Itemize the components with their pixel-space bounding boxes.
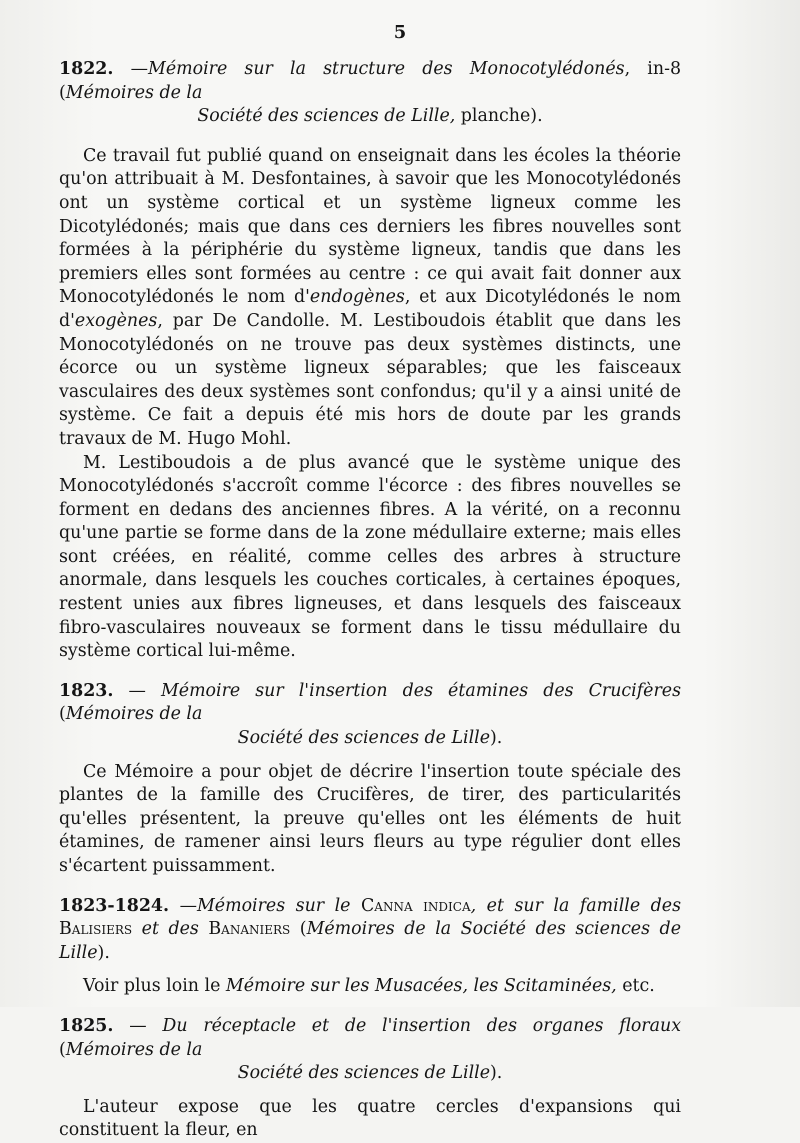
paragraph-cruciferes: Ce Mémoire a pour objet de décrire l'insertion toute spéciale des plantes de la famille des Crucifères, de tirer, des particularités qu'elles présentent, la preuve qu'elles ont les éléments de huit étamines, de ramener ainsi leurs fleurs au type régulier dont elles s'écartent puissamment.	[59, 761, 681, 876]
paragraph-receptacle: L'auteur expose que les quatre cercles d'expansions qui constituent la fleur, en	[59, 1096, 681, 1141]
entry-journal: Mémoires de la	[65, 704, 203, 725]
page-number: 5	[393, 22, 407, 43]
entry-year: 1822.	[59, 59, 114, 79]
paragraph-growth: M. Lestiboudois a de plus avancé que le système unique des Monocotylédonés s'accroît comme l'écorce : des fibres nouvelles se forment en dedans des anciennes fibres. A la vérité, on a reconnu qu'une partie se forme dans de la zone médullaire externe; mais elles sont créées, en réalité, comme celles des arbres à structure anormale, dans lesquels les couches corticales, à certaines époques, restent unies aux fibres ligneuses, et dans lesquels des faisceaux fibro-vasculaires nouveaux se forment dans le tissu médullaire du système cortical lui-même.	[59, 452, 681, 662]
entry-title: Mémoire sur la structure des Monocotylédonés	[148, 59, 625, 79]
entry-heading-1823-1824: 1823-1824. —Mémoires sur le Canna indica, et sur la famille des Balisiers et des Bananiers (Mémoires de la Société des sciences de Lille).	[59, 895, 681, 963]
entry-year: 1823-1824.	[59, 895, 170, 916]
entry-heading-1822: 1822. —Mémoire sur la structure des Monocotylédonés, in-8 (Mémoires de la Société des sciences de Lille, planche).	[59, 59, 682, 127]
paragraph-see-also: Voir plus loin le Mémoire sur les Musacées, les Scitaminées, etc.	[83, 976, 655, 997]
entry-heading-1823: 1823. — Mémoire sur l'insertion des étamines des Crucifères (Mémoires de la Société des sciences de Lille).	[59, 680, 681, 749]
entry-year: 1825.	[59, 1015, 114, 1036]
entry-journal: Mémoires de la	[65, 1039, 203, 1060]
paragraph-monocot-structure: Ce travail fut publié quand on enseignait dans les écoles la théorie qu'on attribuait à M. Desfontaines, à savoir que les Monocotylédonés ont un système cortical et un système ligneux comme les Dicotylédonés; mais que dans ces derniers les fibres nouvelles sont formées à la périphérie du système ligneux, tandis que dans les premiers elles sont formées au centre : ce qui avait fait donner aux Monocotylédonés le nom d'endogènes, et aux Dicotylédonés le nom d'exogènes, par De Candolle. M. Lestiboudois établit que dans les Monocotylédonés on ne trouve pas deux systèmes distincts, une écorce ou un système ligneux séparables; que les faisceaux vasculaires des deux systèmes sont confondus; qu'il y a ainsi unité de système. Ce fait a depuis été mis hors de doute par les grands travaux de M. Hugo Mohl.	[59, 145, 681, 449]
entry-title: Mémoire sur l'insertion des étamines des Crucifères	[160, 680, 681, 701]
page-content	[59, 58, 681, 1143]
entry-title: Du réceptacle et de l'insertion des organes floraux	[162, 1015, 681, 1036]
entry-journal: Mémoires de la	[65, 82, 203, 103]
entry-heading-1825: 1825. — Du réceptacle et de l'insertion des organes floraux (Mémoires de la Société des sciences de Lille).	[59, 1015, 681, 1084]
entry-journal: Mémoires de la Société des sciences de Lille	[59, 919, 681, 963]
entry-year: 1823.	[59, 680, 114, 701]
